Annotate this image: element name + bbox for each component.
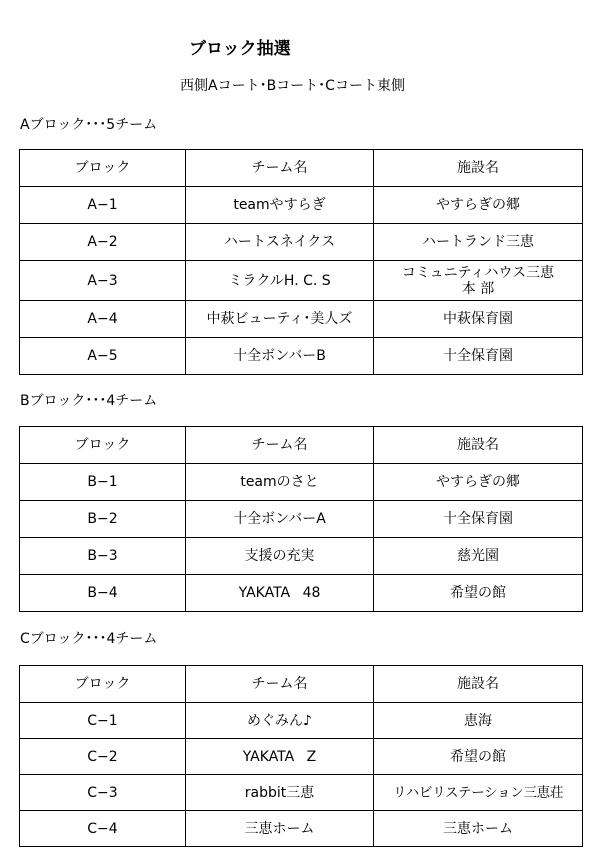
block-a-label: Aブロック･･･5チーム xyxy=(20,117,158,133)
table-row xyxy=(20,811,583,847)
facility-cell: 三恵ホーム xyxy=(374,811,583,847)
block-cell: B−2 xyxy=(20,501,186,538)
block-b-label: Bブロック･･･4チーム xyxy=(20,393,158,409)
table-row xyxy=(20,338,583,375)
header-block: ブロック xyxy=(20,666,186,703)
header-team: チーム名 xyxy=(186,150,374,187)
team-cell: めぐみん♪ xyxy=(186,703,374,739)
team-cell: ハートスネイクス xyxy=(186,224,374,261)
facility-cell: リハビリステーション三恵荘 xyxy=(374,775,583,811)
team-cell: rabbit三恵 xyxy=(186,775,374,811)
table-row xyxy=(20,739,583,775)
facility-cell: 十全保育園 xyxy=(374,338,583,375)
block-cell: B−3 xyxy=(20,538,186,575)
team-cell: YAKATA Z xyxy=(186,739,374,775)
block-cell: B−1 xyxy=(20,464,186,501)
header-block: ブロック xyxy=(20,427,186,464)
block-cell: A−2 xyxy=(20,224,186,261)
block-cell: A−4 xyxy=(20,301,186,338)
table-row xyxy=(20,775,583,811)
table-row xyxy=(20,301,583,338)
team-cell: teamのさと xyxy=(186,464,374,501)
table-row xyxy=(20,261,583,301)
block-c-label: Cブロック･･･4チーム xyxy=(20,631,158,647)
block-cell: C−3 xyxy=(20,775,186,811)
block-cell: A−1 xyxy=(20,187,186,224)
block-cell: A−5 xyxy=(20,338,186,375)
table-row xyxy=(20,187,583,224)
court-layout-subtitle: 西側Aコート･Bコート･Cコート東側 xyxy=(180,78,405,94)
block-cell: A−3 xyxy=(20,261,186,301)
facility-cell: コミュニティハウス三恵 本 部 xyxy=(374,261,583,301)
table-header-row xyxy=(20,666,583,703)
header-team: チーム名 xyxy=(186,666,374,703)
facility-cell: 希望の館 xyxy=(374,739,583,775)
facility-cell: 十全保育園 xyxy=(374,501,583,538)
table-row xyxy=(20,224,583,261)
facility-cell: 中萩保育園 xyxy=(374,301,583,338)
facility-cell: やすらぎの郷 xyxy=(374,187,583,224)
header-team: チーム名 xyxy=(186,427,374,464)
team-cell: 十全ボンバーB xyxy=(186,338,374,375)
block-cell: C−2 xyxy=(20,739,186,775)
header-block: ブロック xyxy=(20,150,186,187)
header-facility: 施設名 xyxy=(374,427,583,464)
team-cell: teamやすらぎ xyxy=(186,187,374,224)
block-b-table xyxy=(19,426,583,612)
team-cell: 三恵ホーム xyxy=(186,811,374,847)
block-c-table xyxy=(19,665,583,847)
facility-cell: ハートランド三恵 xyxy=(374,224,583,261)
table-row xyxy=(20,538,583,575)
table-row xyxy=(20,703,583,739)
team-cell: 中萩ビューティ･美人ズ xyxy=(186,301,374,338)
block-cell: C−4 xyxy=(20,811,186,847)
header-facility: 施設名 xyxy=(374,150,583,187)
facility-cell: 慈光園 xyxy=(374,538,583,575)
team-cell: YAKATA 48 xyxy=(186,575,374,612)
facility-cell: 希望の館 xyxy=(374,575,583,612)
team-cell: ミラクルH. C. S xyxy=(186,261,374,301)
table-header-row xyxy=(20,150,583,187)
facility-cell: 恵海 xyxy=(374,703,583,739)
block-cell: C−1 xyxy=(20,703,186,739)
team-cell: 支援の充実 xyxy=(186,538,374,575)
page-title: ブロック抽選 xyxy=(189,39,291,59)
table-row xyxy=(20,575,583,612)
team-cell: 十全ボンバーA xyxy=(186,501,374,538)
header-facility: 施設名 xyxy=(374,666,583,703)
table-header-row xyxy=(20,427,583,464)
facility-cell: やすらぎの郷 xyxy=(374,464,583,501)
block-a-table xyxy=(19,149,583,375)
block-cell: B−4 xyxy=(20,575,186,612)
table-row xyxy=(20,501,583,538)
table-row xyxy=(20,464,583,501)
